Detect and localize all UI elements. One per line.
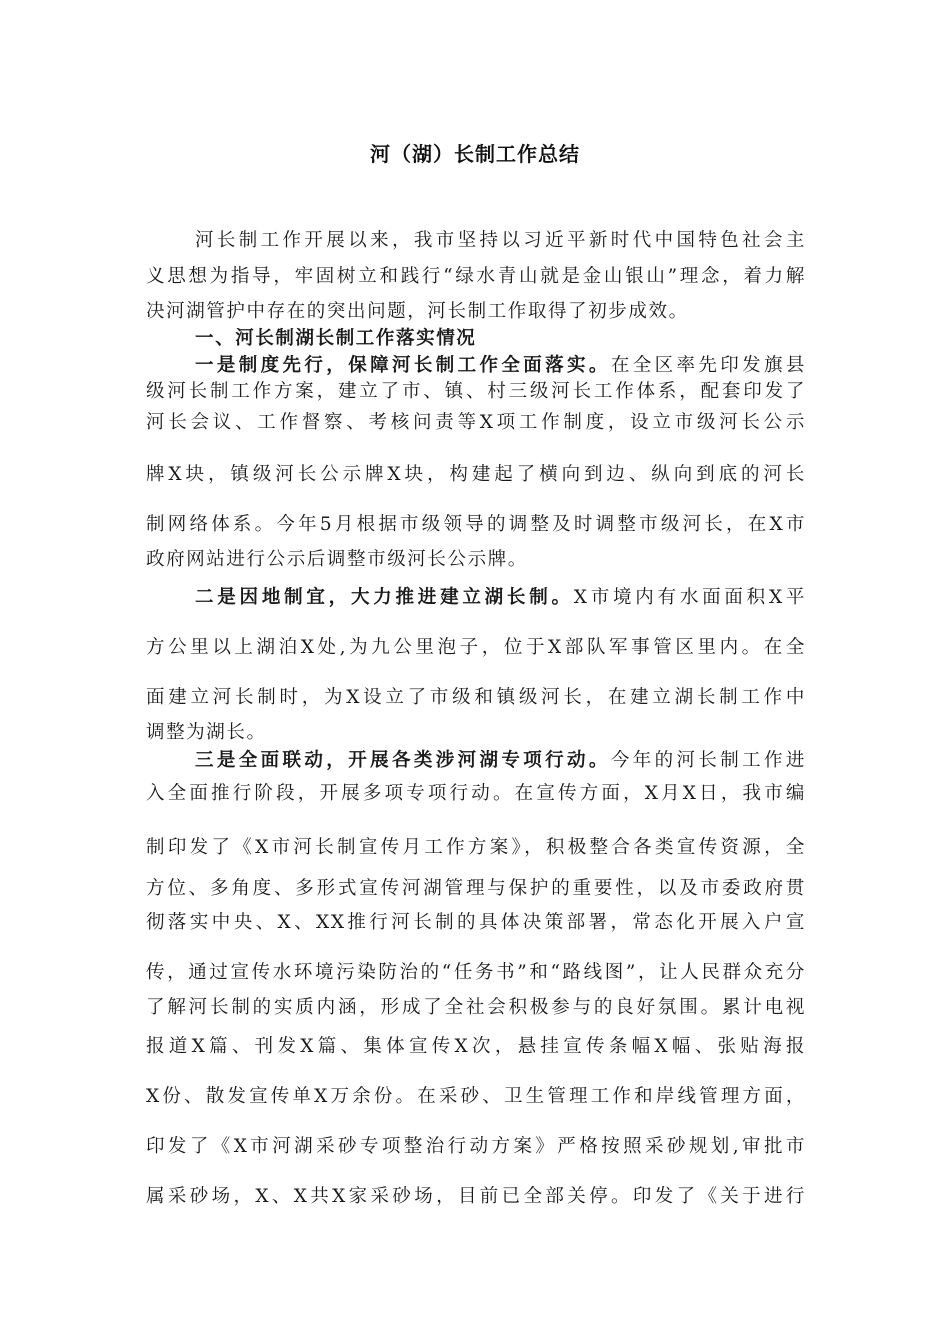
paragraph-first-line <box>195 585 806 611</box>
paragraph-line: 面建立河长制时，为X设立了市级和镇级河长，在建立湖长制工作中 <box>146 687 806 708</box>
document-title: 河（湖）长制工作总结 <box>370 142 580 166</box>
paragraph-line: 了解河长制的实质内涵，形成了全社会积极参与的良好氛围。累计电视 <box>146 997 806 1018</box>
paragraph-first-line <box>195 748 806 774</box>
paragraph-text: 在全区率先印发旗县 <box>610 355 806 376</box>
paragraph-line: X份、散发宣传单X万余份。在采砂、卫生管理工作和岸线管理方面， <box>146 1086 806 1107</box>
paragraph-line: 河长会议、工作督察、考核问责等X项工作制度，设立市级河长公示 <box>146 412 806 433</box>
paragraph-lead: 三是全面联动，开展各类涉河湖专项行动。 <box>195 750 611 771</box>
paragraph-line: 政府网站进行公示后调整市级河长公示牌。 <box>146 549 528 570</box>
paragraph-line: 属采砂场，X、X共X家采砂场，目前已全部关停。印发了《关于进行 <box>146 1186 806 1207</box>
paragraph-line: 方位、多角度、多形式宣传河湖管理与保护的重要性，以及市委政府贯 <box>146 878 806 899</box>
paragraph-line: 传，通过宣传水环境污染防治的“任务书”和“路线图”，让人民群众充分 <box>146 962 806 983</box>
paragraph-text: 今年的河长制工作进 <box>610 750 806 771</box>
paragraph-lead: 二是因地制宜，大力推进建立湖长制。 <box>195 587 574 608</box>
paragraph-line: 调整为湖长。 <box>146 722 267 743</box>
paragraph-line: 彻落实中央、X、XX推行河长制的具体决策部署，常态化开展入户宣 <box>146 912 806 933</box>
intro-line: 决河湖管护中存在的突出问题，河长制工作取得了初步成效。 <box>146 301 689 322</box>
paragraph-lead: 一是制度先行，保障河长制工作全面落实。 <box>195 355 611 376</box>
paragraph-line: 制印发了《X市河长制宣传月工作方案》，积极整合各类宣传资源，全 <box>146 837 806 858</box>
intro-line: 义思想为指导，牢固树立和践行“绿水青山就是金山银山”理念，着力解 <box>146 266 806 287</box>
paragraph-line: 入全面推行阶段，开展多项专项行动。在宣传方面，X月X日，我市编 <box>146 783 806 804</box>
paragraph-line: 牌X块，镇级河长公示牌X块，构建起了横向到边、纵向到底的河长 <box>146 464 806 485</box>
paragraph-line: 报道X篇、刊发X篇、集体宣传X次，悬挂宣传条幅X幅、张贴海报 <box>146 1036 806 1057</box>
section-heading: 一、河长制湖长制工作落实情况 <box>195 328 477 349</box>
paragraph-line: 方公里以上湖泊X处,为九公里泡子，位于X部队军事管区里内。在全 <box>146 637 806 658</box>
paragraph-text: X市境内有水面面积X平 <box>573 587 807 608</box>
paragraph-first-line <box>195 353 806 379</box>
paragraph-line: 制网络体系。今年5月根据市级领导的调整及时调整市级河长，在X市 <box>146 514 806 535</box>
paragraph-line: 级河长制工作方案，建立了市、镇、村三级河长工作体系，配套印发了 <box>146 381 806 402</box>
paragraph-line: 印发了《X市河湖采砂专项整治行动方案》严格按照采砂规划,审批市 <box>146 1136 806 1157</box>
intro-line: 河长制工作开展以来，我市坚持以习近平新时代中国特色社会主 <box>195 230 806 251</box>
